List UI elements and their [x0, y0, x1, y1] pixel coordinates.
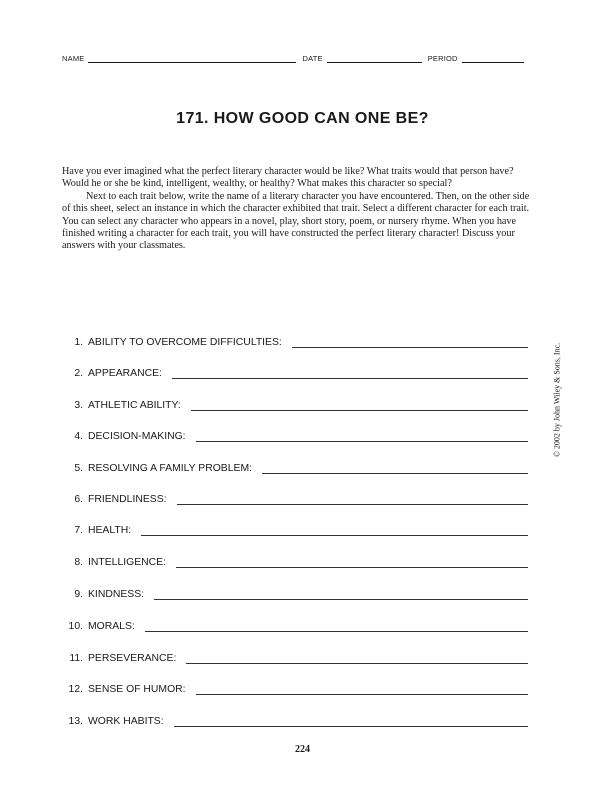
trait-row [62, 586, 528, 600]
trait-number: 2. [74, 368, 83, 379]
trait-row [62, 334, 528, 348]
worksheet-title: 171. HOW GOOD CAN ONE BE? [176, 110, 429, 127]
trait-number: 9. [74, 589, 83, 600]
trait-row [62, 365, 528, 379]
trait-number: 7. [74, 525, 83, 536]
page-number: 224 [295, 744, 310, 755]
trait-answer-line[interactable] [176, 556, 528, 568]
date-blank[interactable] [327, 54, 422, 63]
trait-answer-line[interactable] [186, 652, 528, 664]
instructions [62, 166, 530, 253]
trait-number: 13. [68, 716, 83, 727]
trait-label: KINDNESS: [88, 589, 145, 600]
trait-label: SENSE OF HUMOR: [88, 684, 186, 695]
trait-number: 10. [68, 621, 83, 632]
trait-number: 11. [69, 653, 83, 664]
trait-label: ATHLETIC ABILITY: [88, 400, 181, 411]
name-blank[interactable] [88, 54, 296, 63]
period-blank[interactable] [462, 54, 524, 63]
trait-label: HEALTH: [88, 525, 132, 536]
copyright-notice: © 2002 by John Wiley & Sons, Inc. [552, 342, 562, 458]
trait-row [62, 554, 528, 568]
trait-label: INTELLIGENCE: [88, 557, 166, 568]
trait-row [62, 397, 528, 411]
trait-label: WORK HABITS: [88, 716, 164, 727]
trait-answer-line[interactable] [177, 493, 528, 505]
trait-number: 4. [74, 431, 83, 442]
trait-label: PERSEVERANCE: [88, 653, 177, 664]
trait-answer-line[interactable] [196, 683, 528, 695]
trait-answer-line[interactable] [196, 430, 528, 442]
trait-answer-line[interactable] [262, 462, 528, 474]
intro-paragraph-1: Have you ever imagined what the perfect literary character would be like? What traits would that person have? Would he or she be kind, intelligent, wealthy, or healthy? What makes this character so special? [62, 166, 514, 190]
trait-number: 12. [68, 684, 83, 695]
trait-answer-line[interactable] [292, 336, 528, 348]
name-label: NAME [62, 54, 85, 63]
trait-answer-line[interactable] [154, 588, 528, 600]
trait-label: ABILITY TO OVERCOME DIFFICULTIES: [88, 337, 282, 348]
trait-number: 1. [74, 337, 83, 348]
trait-row [62, 650, 528, 664]
intro-paragraph-2: Next to each trait below, write the name of a literary character you have encountered. Then, on the other side of this sheet, select an instance in which the character exhibited that trait. Select a different character for each trait. You can select any character who appears in a novel, play, short story, poem, or nursery rhyme. When you have finished writing a character for each trait, you will have constructed the perfect literary character! Discuss your answers with your classmates. [62, 190, 530, 252]
trait-row [62, 460, 528, 474]
trait-row [62, 428, 528, 442]
trait-answer-line[interactable] [172, 367, 528, 379]
trait-row [62, 522, 528, 536]
period-label: PERIOD [427, 54, 458, 63]
trait-answer-line[interactable] [141, 524, 528, 536]
trait-label: RESOLVING A FAMILY PROBLEM: [88, 463, 252, 474]
trait-label: DECISION-MAKING: [88, 431, 186, 442]
trait-row [62, 491, 528, 505]
trait-number: 6. [74, 494, 83, 505]
trait-row [62, 713, 528, 727]
trait-answer-line[interactable] [174, 715, 528, 727]
trait-row [62, 618, 528, 632]
date-label: DATE [302, 54, 323, 63]
trait-number: 5. [74, 463, 83, 474]
trait-label: MORALS: [88, 621, 135, 632]
trait-row [62, 681, 528, 695]
trait-label: APPEARANCE: [88, 368, 162, 379]
trait-number: 3. [74, 400, 83, 411]
trait-answer-line[interactable] [191, 399, 528, 411]
trait-number: 8. [74, 557, 83, 568]
trait-answer-line[interactable] [145, 620, 528, 632]
student-info-header [62, 54, 530, 63]
trait-label: FRIENDLINESS: [88, 494, 167, 505]
